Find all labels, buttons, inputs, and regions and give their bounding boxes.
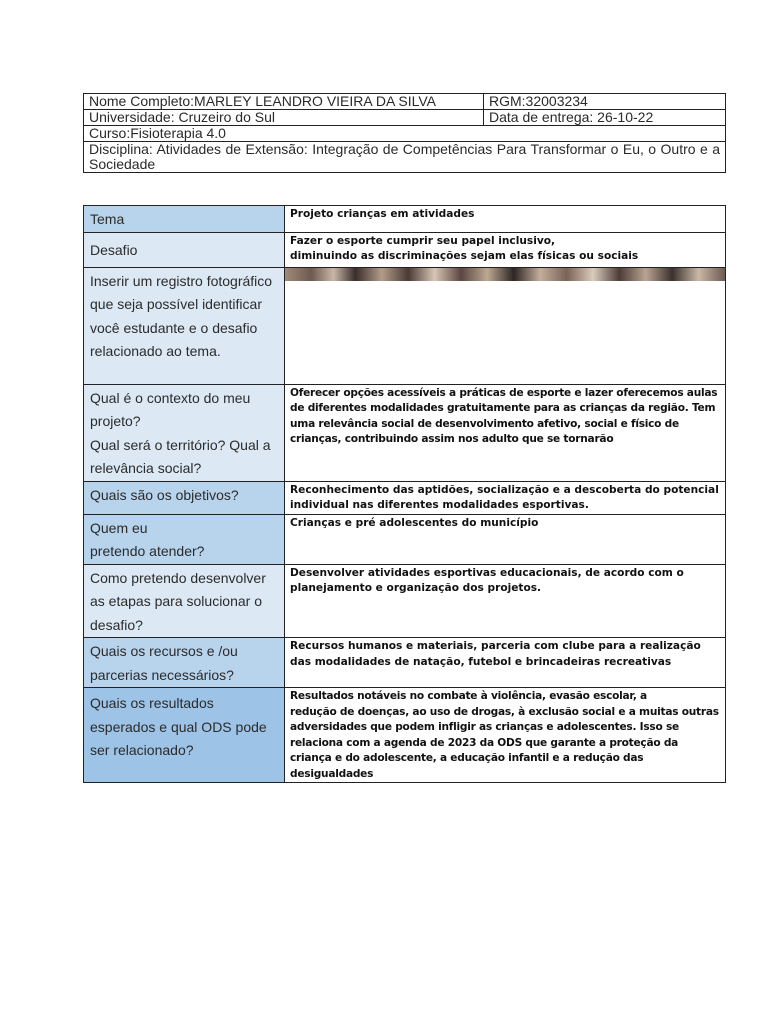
question-contexto-line-2: Qual será o território? Qual a relevância social? xyxy=(90,436,271,476)
answer-resultados xyxy=(285,688,726,783)
answer-tema: Projeto crianças em atividades xyxy=(285,206,726,233)
question-desafio: Desafio xyxy=(84,232,285,267)
row-publico xyxy=(84,514,726,564)
header-row-university xyxy=(84,110,726,126)
row-tema xyxy=(84,206,726,233)
row-objetivos xyxy=(84,481,726,514)
row-registro xyxy=(84,267,726,384)
question-objetivos: Quais são os objetivos? xyxy=(84,481,285,514)
student-info-table xyxy=(83,93,726,173)
photo-cell xyxy=(285,267,726,384)
answer-recursos: Recursos humanos e materiais, parceria com clube para a realização das modalidades de natação, futebol e brincadeiras recreativas xyxy=(285,638,726,688)
answer-contexto: Oferecer opções acessíveis a práticas de esporte e lazer oferecemos aulas de diferentes modalidades gratuitamente para as crianças da região. Tem uma relevância social de desenvolvimento afetivo, social e físico de crianças, contribuindo assim nos adulto que se tornarão xyxy=(285,384,726,481)
delivery-date-cell: Data de entrega: 26-10-22 xyxy=(484,110,726,126)
row-etapas xyxy=(84,564,726,638)
answer-desafio-line-1: Fazer o esporte cumprir seu papel inclusivo, xyxy=(290,234,556,247)
question-publico-line-1: Quem eu xyxy=(90,519,148,536)
course-cell: Curso:Fisioterapia 4.0 xyxy=(84,126,726,142)
answer-resultados-line-2: redução de doenças, ao uso de drogas, à exclusão social e a muitas outras adversidades que podem infligir as crianças e adolescentes. Isso se relaciona com a agenda de 2023 da ODS que garante a proteção da criança e do adolescente, a educação infantil e a redução das desigualdades xyxy=(290,705,719,780)
header-row-name xyxy=(84,94,726,110)
row-contexto xyxy=(84,384,726,481)
row-recursos xyxy=(84,638,726,688)
row-resultados xyxy=(84,688,726,783)
question-contexto-line-1: Qual é o contexto do meu projeto? xyxy=(90,389,251,429)
header-row-discipline xyxy=(84,142,726,173)
rgm-cell: RGM:32003234 xyxy=(484,94,726,110)
question-resultados: Quais os resultados esperados e qual ODS pode ser relacionado? xyxy=(84,688,285,783)
answer-etapas: Desenvolver atividades esportivas educacionais, de acordo com o planejamento e organização dos projetos. xyxy=(285,564,726,638)
question-etapas: Como pretendo desenvolver as etapas para solucionar o desafio? xyxy=(84,564,285,638)
answer-desafio xyxy=(285,232,726,267)
answer-desafio-line-2: diminuindo as discriminações sejam elas físicas ou sociais xyxy=(290,250,639,262)
question-recursos: Quais os recursos e /ou parcerias necessários? xyxy=(84,638,285,688)
question-tema: Tema xyxy=(84,206,285,233)
answer-objetivos: Reconhecimento das aptidões, socialização e a descoberta do potencial individual nas diferentes modalidades esportivas. xyxy=(285,481,726,514)
student-photo xyxy=(285,268,725,281)
answer-publico: Crianças e pré adolescentes do município xyxy=(285,514,726,564)
question-publico-line-2: pretendo atender? xyxy=(90,543,205,559)
header-row-course xyxy=(84,126,726,142)
answer-resultados-line-1: Resultados notáveis no combate à violência, evasão escolar, a xyxy=(290,690,647,702)
project-table xyxy=(83,205,726,783)
question-publico xyxy=(84,514,285,564)
full-name-cell: Nome Completo:MARLEY LEANDRO VIEIRA DA SILVA xyxy=(84,94,484,110)
question-contexto xyxy=(84,384,285,481)
university-cell: Universidade: Cruzeiro do Sul xyxy=(84,110,484,126)
discipline-cell: Disciplina: Atividades de Extensão: Integração de Competências Para Transformar o Eu, o Outro e a Sociedade xyxy=(84,142,726,173)
question-registro: Inserir um registro fotográfico que seja possível identificar você estudante e o desafio relacionado ao tema. xyxy=(84,267,285,384)
row-desafio xyxy=(84,232,726,267)
